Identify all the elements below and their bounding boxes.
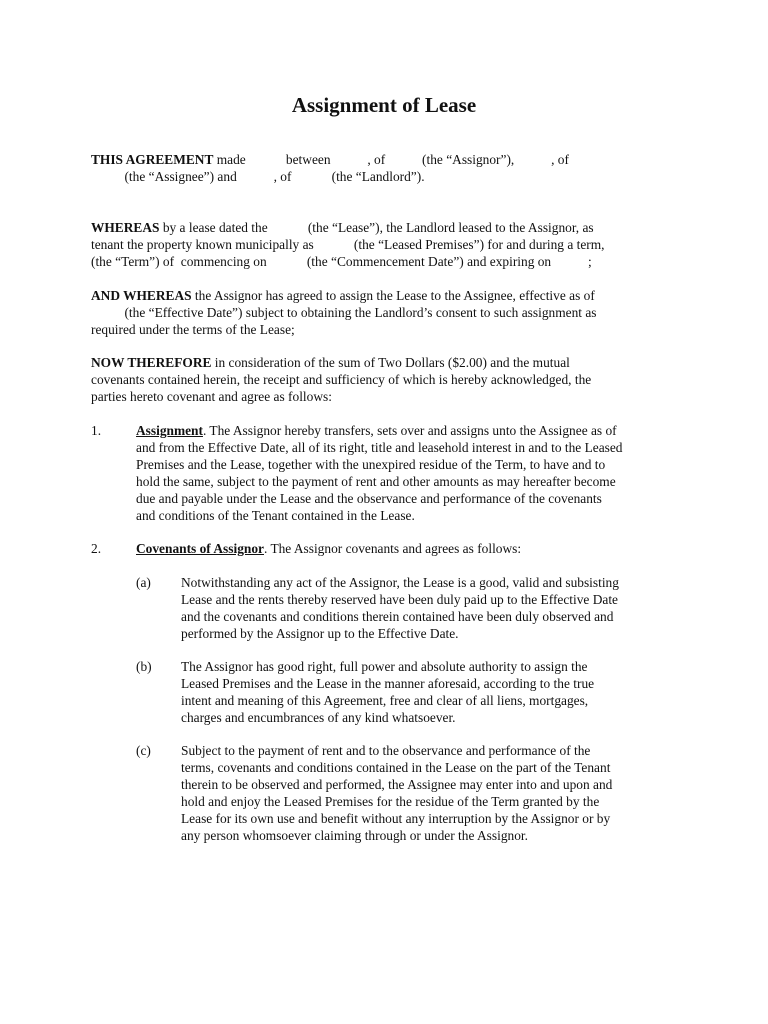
section-1-line: Premises and the Lease, together with the unexpired residue of the Term, to have and to bbox=[136, 457, 606, 472]
now-therefore-line: covenants contained herein, the receipt and sufficiency of which is hereby acknowledged, the bbox=[91, 372, 592, 387]
subclause-c-line: terms, covenants and conditions contained in the Lease on the part of the Tenant bbox=[181, 760, 611, 775]
subclause-a-label: (a) bbox=[136, 575, 151, 590]
now-therefore-line: parties hereto covenant and agree as follows: bbox=[91, 389, 332, 404]
and-whereas-lead: AND WHEREAS bbox=[91, 288, 192, 303]
now-therefore-paragraph bbox=[91, 354, 681, 405]
subclause-b-body bbox=[181, 658, 681, 726]
now-therefore-text: in consideration of the sum of Two Dollars ($2.00) and the mutual bbox=[211, 355, 570, 370]
subclause-a-line: Lease and the rents thereby reserved have been duly paid up to the Effective Date bbox=[181, 592, 618, 607]
subclause-a-line: Notwithstanding any act of the Assignor, the Lease is a good, valid and subsisting bbox=[181, 575, 619, 590]
and-whereas-line bbox=[91, 287, 681, 304]
section-1-line: and conditions of the Tenant contained in the Lease. bbox=[136, 508, 415, 523]
subclause-c-line: Lease for its own use and benefit without any interruption by the Assignor or by bbox=[181, 811, 611, 826]
subclause-a-body bbox=[181, 574, 681, 642]
document-title: Assignment of Lease bbox=[291, 93, 477, 117]
subclause-a-line: performed by the Assignor up to the Effective Date. bbox=[181, 626, 459, 641]
intro-line bbox=[91, 151, 681, 168]
section-1-text: . The Assignor hereby transfers, sets over and assigns unto the Assignee as of bbox=[202, 423, 617, 438]
section-1-line: and from the Effective Date, all of its right, title and leasehold interest in and to the Leased bbox=[136, 440, 623, 455]
section-1-number: 1. bbox=[91, 423, 102, 438]
subclause-b-label: (b) bbox=[136, 659, 152, 674]
subclause-c-line: any person whomsoever claiming through or under the Assignor. bbox=[181, 828, 528, 843]
section-2-number: 2. bbox=[91, 541, 102, 556]
intro-line: (the “Assignee”) and , of (the “Landlord”). bbox=[91, 169, 425, 184]
subclause-a-line: and the covenants and conditions therein contained have been duly observed and bbox=[181, 609, 614, 624]
whereas-lead: WHEREAS bbox=[91, 220, 160, 235]
section-1-heading: Assignment bbox=[136, 423, 203, 438]
whereas-line: tenant the property known municipally as (the “Leased Premises”) for and during a term, bbox=[91, 237, 605, 252]
section-1-line: hold the same, subject to the payment of rent and other amounts as may hereafter become bbox=[136, 474, 616, 489]
subclause-c-line: Subject to the payment of rent and to the observance and performance of the bbox=[181, 743, 591, 758]
subclause-b-line: intent and meaning of this Agreement, free and clear of all liens, mortgages, bbox=[181, 693, 589, 708]
section-2-line bbox=[136, 540, 696, 557]
subclause-c-line: hold and enjoy the Leased Premises for the residue of the Term granted by the bbox=[181, 794, 600, 809]
subclause-c-line: therein to be observed and performed, the Assignee may enter into and upon and bbox=[181, 777, 613, 792]
whereas-text: by a lease dated the (the “Lease”), the Landlord leased to the Assignor, as bbox=[159, 220, 594, 235]
section-1-body bbox=[136, 422, 696, 524]
section-1-line bbox=[136, 422, 696, 439]
intro-lead: THIS AGREEMENT bbox=[91, 152, 214, 167]
now-therefore-lead: NOW THEREFORE bbox=[91, 355, 212, 370]
section-2-body bbox=[136, 540, 696, 557]
intro-text: made between , of (the “Assignor”), , of bbox=[213, 152, 569, 167]
subclause-b-line: Leased Premises and the Lease in the manner aforesaid, according to the true bbox=[181, 676, 595, 691]
subclause-c-body bbox=[181, 742, 681, 844]
subclause-b-line: The Assignor has good right, full power and absolute authority to assign the bbox=[181, 659, 588, 674]
now-therefore-line bbox=[91, 354, 681, 371]
whereas-paragraph bbox=[91, 219, 681, 270]
whereas-line: (the “Term”) of commencing on (the “Commencement Date”) and expiring on ; bbox=[91, 254, 592, 269]
and-whereas-line: (the “Effective Date”) subject to obtaining the Landlord’s consent to such assignment as bbox=[91, 305, 597, 320]
whereas-line bbox=[91, 219, 681, 236]
intro-paragraph bbox=[91, 151, 681, 185]
subclause-b-line: charges and encumbrances of any kind whatsoever. bbox=[181, 710, 456, 725]
subclause-c-label: (c) bbox=[136, 743, 151, 758]
section-1-line: due and payable under the Lease and the observance and performance of the covenants bbox=[136, 491, 602, 506]
section-2-heading: Covenants of Assignor bbox=[136, 541, 264, 556]
and-whereas-text: the Assignor has agreed to assign the Lease to the Assignee, effective as of bbox=[191, 288, 595, 303]
and-whereas-paragraph bbox=[91, 287, 681, 338]
and-whereas-line: required under the terms of the Lease; bbox=[91, 322, 295, 337]
section-2-text: . The Assignor covenants and agrees as follows: bbox=[263, 541, 522, 556]
